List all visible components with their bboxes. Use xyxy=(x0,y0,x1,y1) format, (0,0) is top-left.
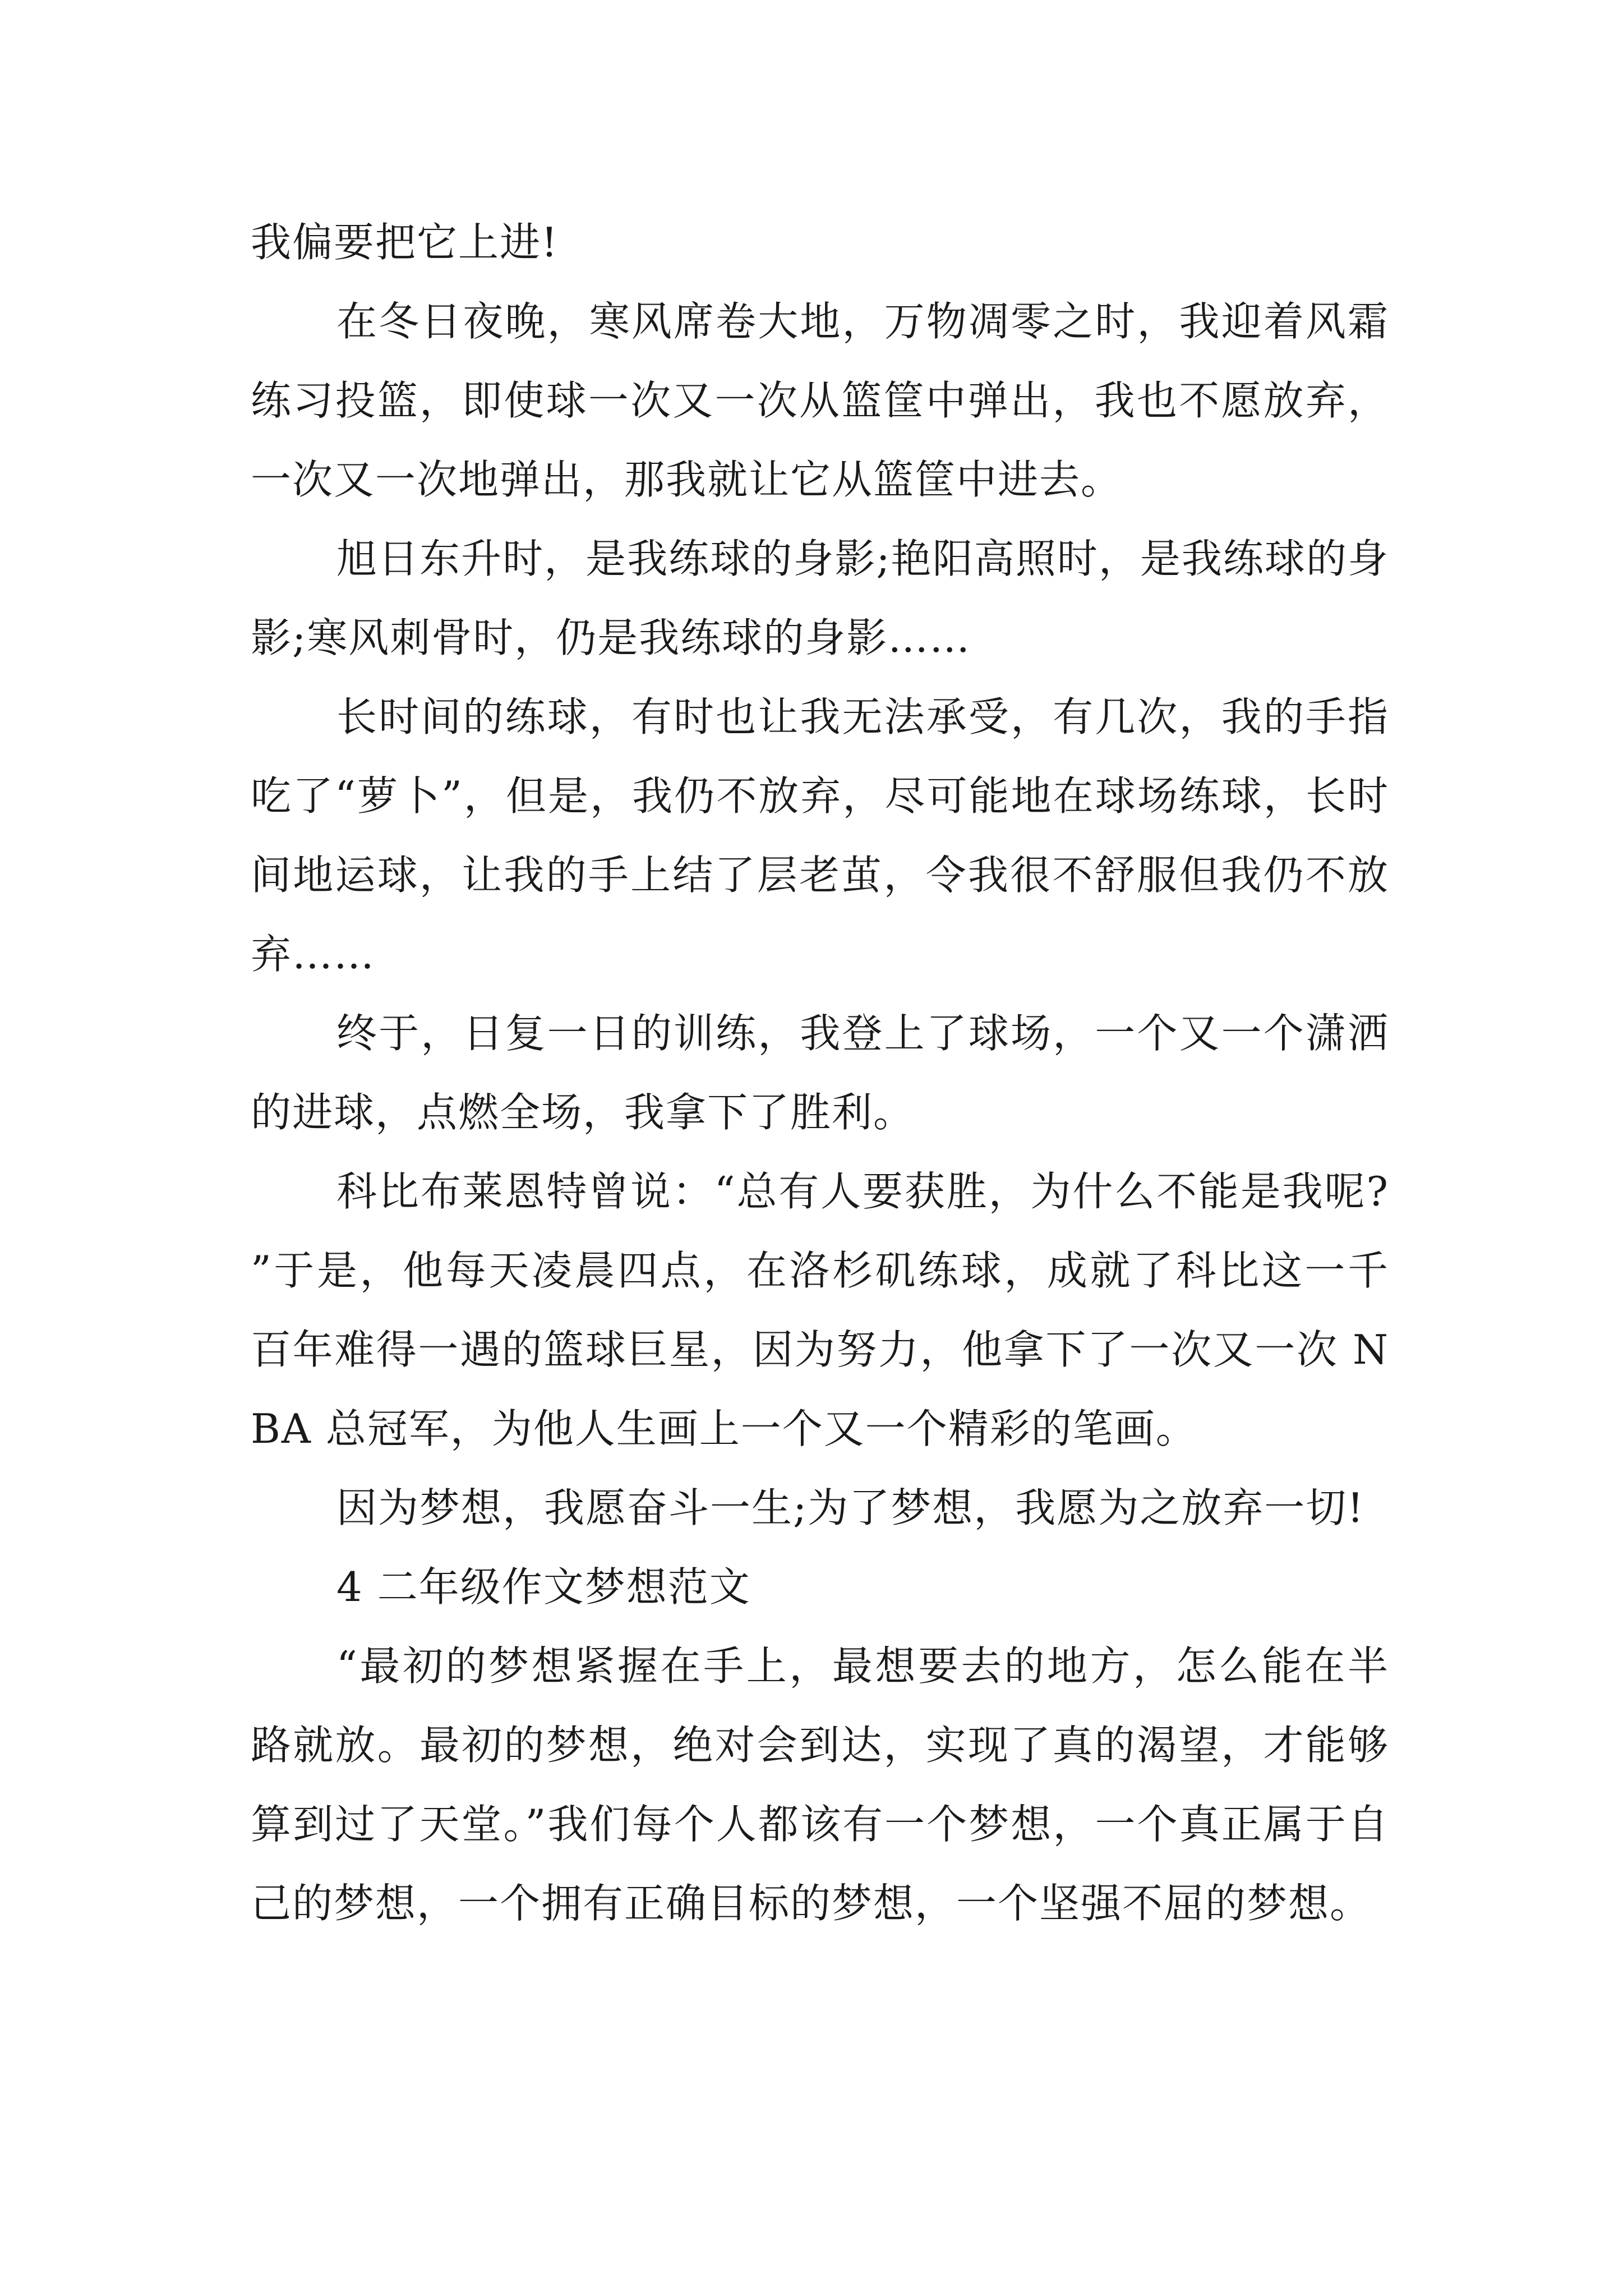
paragraph-2: 在冬日夜晚，寒风席卷大地，万物凋零之时，我迎着风霜练习投篮，即使球一次又一次从篮筐中弹出，我也不愿放弃，一次又一次地弹出，那我就让它从篮筐中进去。 xyxy=(251,298,1389,503)
paragraph-6: 科比布莱恩特曾说：“总有人要获胜，为什么不能是我呢?”于是，他每天凌晨四点，在洛杉矶练球，成就了科比这一千百年难得一遇的篮球巨星，因为努力，他拿下了一次又一次 NBA 总冠军，为他人生画上一个又一个精彩的笔画。 xyxy=(251,1168,1389,1452)
paragraph-8: “最初的梦想紧握在手上，最想要去的地方，怎么能在半路就放。最初的梦想，绝对会到达，实现了真的渴望，才能够算到过了天堂。”我们每个人都该有一个梦想，一个真正属于自己的梦想，一个拥有正确目标的梦想，一个坚强不屈的梦想。 xyxy=(251,1642,1389,1927)
section-heading: 4 二年级作文梦想范文 xyxy=(336,1563,751,1611)
paragraph-1: 我偏要把它上进! xyxy=(251,219,559,266)
paragraph-4: 长时间的练球，有时也让我无法承受，有几次，我的手指吃了“萝卜”，但是，我仍不放弃，尽可能地在球场练球，长时间地运球，让我的手上结了层老茧，令我很不舒服但我仍不放弃…… xyxy=(251,693,1389,978)
paragraph-5: 终于，日复一日的训练，我登上了球场，一个又一个潇洒的进球，点燃全场，我拿下了胜利。 xyxy=(251,1010,1389,1136)
paragraph-3: 旭日东升时，是我练球的身影;艳阳高照时，是我练球的身影;寒风刺骨时，仍是我练球的身影…… xyxy=(251,535,1389,661)
paragraph-7: 因为梦想，我愿奋斗一生;为了梦想，我愿为之放弃一切! xyxy=(336,1484,1365,1531)
body-text xyxy=(251,203,1389,1943)
